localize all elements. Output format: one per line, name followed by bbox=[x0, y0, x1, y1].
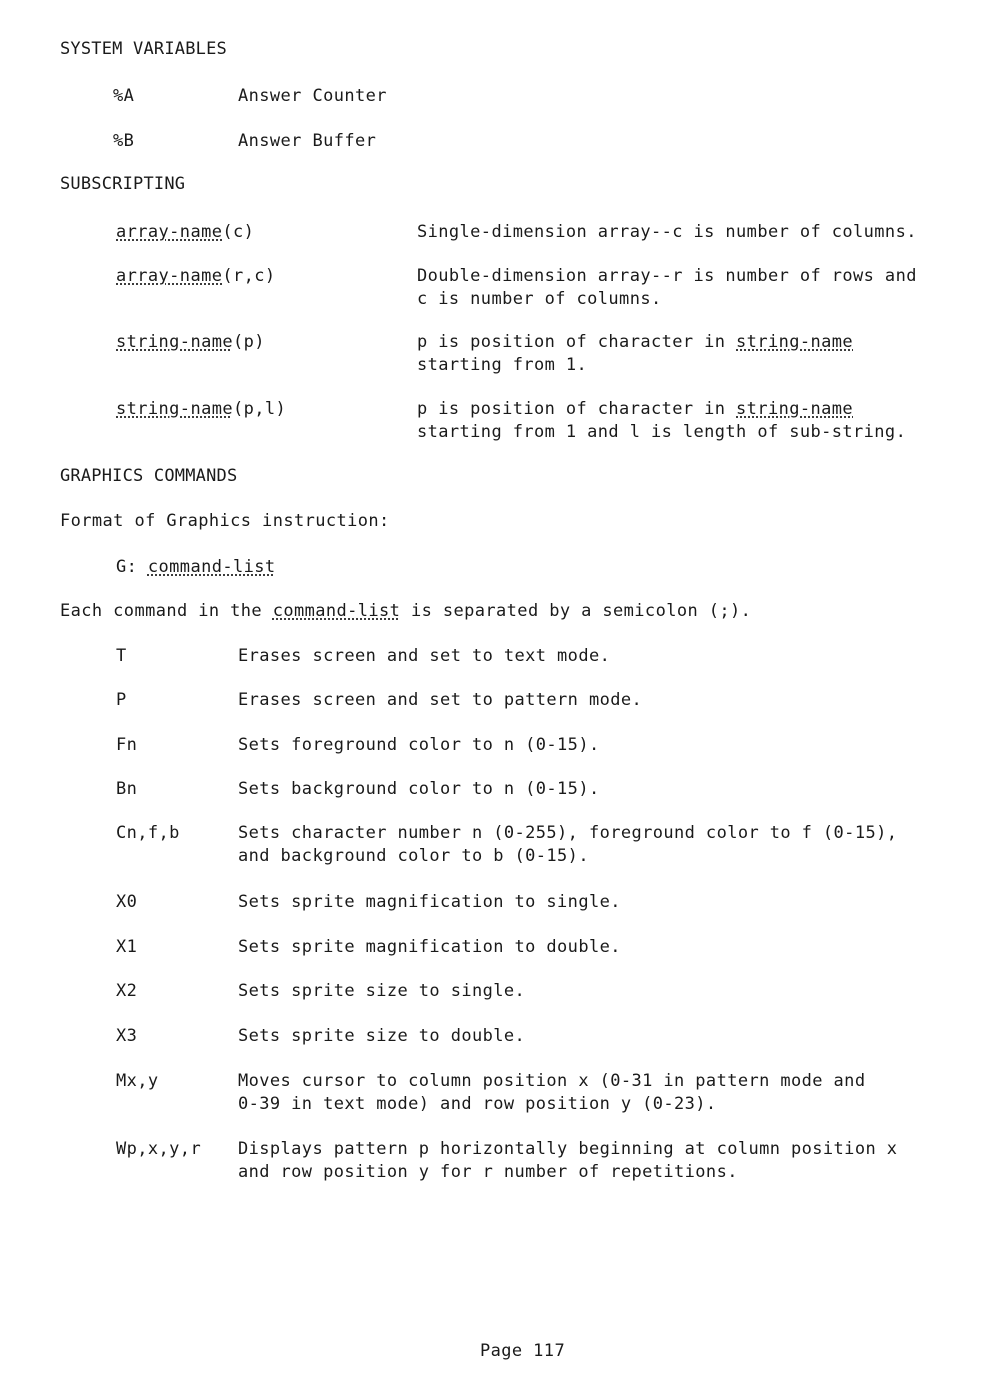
subscript-desc: c is number of columns. bbox=[417, 289, 662, 309]
command-code: Bn bbox=[116, 779, 138, 799]
syntax-underlined: string-name bbox=[116, 332, 233, 352]
sysvar-desc: Answer Counter bbox=[238, 86, 387, 106]
subscript-desc: Single-dimension array--c is number of columns. bbox=[417, 222, 917, 242]
subscript-syntax: array-name(c) bbox=[116, 222, 255, 242]
heading-system-variables: SYSTEM VARIABLES bbox=[60, 39, 227, 59]
command-desc: Erases screen and set to text mode. bbox=[238, 646, 611, 666]
graphics-separator-note: Each command in the command-list is separated by a semicolon (;). bbox=[60, 601, 752, 621]
subscript-syntax: string-name(p,l) bbox=[116, 399, 287, 419]
subscript-desc: Double-dimension array--r is number of rows and bbox=[417, 266, 917, 286]
subscript-desc: starting from 1. bbox=[417, 355, 588, 375]
subscript-syntax: string-name(p) bbox=[116, 332, 265, 352]
command-desc: Sets background color to n (0-15). bbox=[238, 779, 600, 799]
graphics-format-label: Format of Graphics instruction: bbox=[60, 511, 390, 531]
sysvar-name: %A bbox=[113, 86, 135, 106]
command-code: Cn,f,b bbox=[116, 823, 180, 843]
graphics-format-syntax: G: command-list bbox=[116, 557, 276, 577]
command-code: Mx,y bbox=[116, 1071, 159, 1091]
subscript-syntax: array-name(r,c) bbox=[116, 266, 276, 286]
page-number: Page 117 bbox=[480, 1341, 566, 1361]
command-desc: Sets sprite size to single. bbox=[238, 981, 526, 1001]
heading-subscripting: SUBSCRIPTING bbox=[60, 174, 186, 194]
subscript-desc: starting from 1 and l is length of sub-string. bbox=[417, 422, 907, 442]
command-code: Wp,x,y,r bbox=[116, 1139, 202, 1159]
command-code: T bbox=[116, 646, 127, 666]
command-desc: Sets foreground color to n (0-15). bbox=[238, 735, 600, 755]
command-code: X1 bbox=[116, 937, 138, 957]
syntax-underlined: array-name bbox=[116, 222, 223, 242]
command-code: X0 bbox=[116, 892, 138, 912]
command-desc: Erases screen and set to pattern mode. bbox=[238, 690, 643, 710]
syntax-underlined: string-name bbox=[116, 399, 233, 419]
command-code: X3 bbox=[116, 1026, 138, 1046]
command-desc: Sets character number n (0-255), foreground color to f (0-15), bbox=[238, 823, 898, 843]
command-desc: Moves cursor to column position x (0-31 in pattern mode and bbox=[238, 1071, 866, 1091]
command-desc: Sets sprite magnification to double. bbox=[238, 937, 621, 957]
sysvar-desc: Answer Buffer bbox=[238, 131, 377, 151]
command-desc: 0-39 in text mode) and row position y (0-23). bbox=[238, 1094, 717, 1114]
command-desc: Sets sprite size to double. bbox=[238, 1026, 526, 1046]
command-desc: Displays pattern p horizontally beginning at column position x bbox=[238, 1139, 898, 1159]
command-code: Fn bbox=[116, 735, 138, 755]
sysvar-name: %B bbox=[113, 131, 135, 151]
syntax-underlined: array-name bbox=[116, 266, 223, 286]
command-desc: Sets sprite magnification to single. bbox=[238, 892, 621, 912]
command-desc: and row position y for r number of repetitions. bbox=[238, 1162, 738, 1182]
command-code: X2 bbox=[116, 981, 138, 1001]
command-code: P bbox=[116, 690, 127, 710]
subscript-desc: p is position of character in string-name bbox=[417, 399, 854, 419]
subscript-desc: p is position of character in string-name bbox=[417, 332, 854, 352]
heading-graphics-commands: GRAPHICS COMMANDS bbox=[60, 466, 238, 486]
command-desc: and background color to b (0-15). bbox=[238, 846, 589, 866]
